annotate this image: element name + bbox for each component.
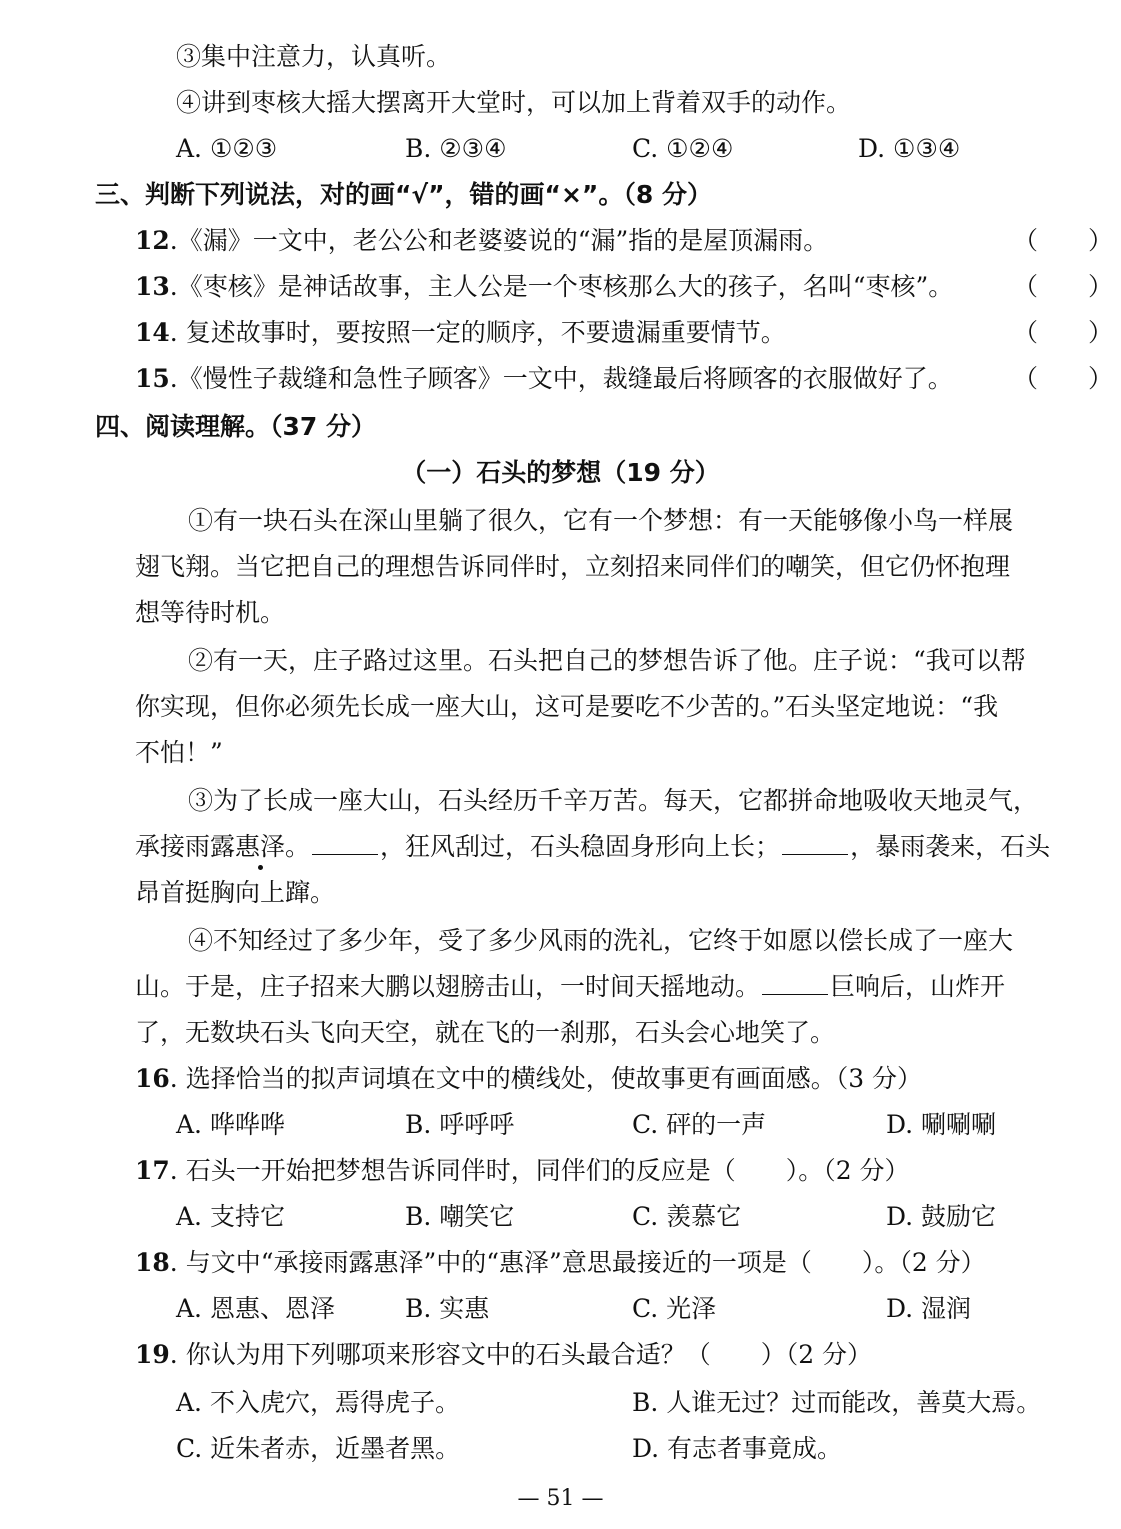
page-number: — 51 — (517, 1486, 604, 1511)
section-3-heading: 三、判断下列说法，对的画“√”，错的画“×”。（8 分） (95, 180, 712, 209)
text-segment: 承接雨露 (135, 832, 236, 861)
question-text: .《慢性子裁缝和急性子顾客》一文中，裁缝最后将顾客的衣服做好了。 (169, 364, 953, 393)
text-segment: 。 (285, 832, 311, 861)
q18-option-b[interactable]: B. 实惠 (405, 1294, 490, 1323)
paragraph-1-line-1: ①有一块石头在深山里躺了很久，它有一个梦想：有一天能够像小鸟一样展 (188, 506, 1014, 535)
paragraph-4-line-1: ④不知经过了多少年，受了多少风雨的洗礼，它终于如愿以偿长成了一座大 (188, 926, 1014, 955)
q17-option-b[interactable]: B. 嘲笑它 (405, 1202, 515, 1231)
question-number: 12 (135, 226, 170, 255)
question-number: 13 (135, 272, 170, 301)
paragraph-1-line-2: 翅飞翔。当它把自己的理想告诉同伴时，立刻招来同伴们的嘲笑，但它仍怀抱理 (135, 552, 1011, 581)
question-text: .《漏》一文中，老公公和老婆婆说的“漏”指的是屋顶漏雨。 (169, 226, 829, 255)
question-number: 16 (135, 1064, 170, 1093)
paragraph-2-line-1: ②有一天，庄子路过这里。石头把自己的梦想告诉了他。庄子说：“我可以帮 (188, 646, 1026, 675)
question-text: . 复述故事时，要按照一定的顺序，不要遗漏重要情节。 (169, 318, 786, 347)
q19-option-a[interactable]: A. 不入虎穴，焉得虎子。 (176, 1388, 460, 1417)
fill-blank-1[interactable] (312, 832, 378, 855)
question-number: 17 (135, 1156, 170, 1185)
paragraph-4-line-2 (135, 970, 1005, 1004)
question-14 (135, 316, 786, 350)
answer-paren-15[interactable]: （ ） (1013, 364, 1114, 393)
q17-option-d[interactable]: D. 鼓励它 (886, 1202, 997, 1231)
question-number: 15 (135, 364, 170, 393)
question-number: 19 (135, 1340, 170, 1369)
fill-blank-3[interactable] (762, 972, 828, 995)
answer-paren-14[interactable]: （ ） (1013, 318, 1114, 347)
question-text: . 石头一开始把梦想告诉同伴时，同伴们的反应是（ ）。（2 分） (169, 1156, 910, 1185)
paragraph-2-line-2: 你实现，但你必须先长成一座大山，这可是要吃不少苦的。”石头坚定地说：“我 (135, 692, 999, 721)
paragraph-3-line-1: ③为了长成一座大山，石头经历千辛万苦。每天，它都拼命地吸收天地灵气， (188, 786, 1039, 815)
q18-option-c[interactable]: C. 光泽 (632, 1294, 717, 1323)
question-text: . 与文中“承接雨露惠泽”中的“惠泽”意思最接近的一项是（ ）。（2 分） (169, 1248, 986, 1277)
question-19 (135, 1338, 872, 1372)
item-3-text: ③集中注意力，认真听。 (176, 42, 452, 71)
paragraph-2-line-3: 不怕！” (135, 738, 223, 767)
text-segment: 巨响后，山炸开 (830, 972, 1006, 1001)
question-text: .《枣核》是神话故事，主人公是一个枣核那么大的孩子，名叫“枣核”。 (169, 272, 954, 301)
question-17 (135, 1154, 910, 1188)
q16-option-a[interactable]: A. 哗哗哗 (176, 1110, 285, 1139)
q17-option-c[interactable]: C. 羡慕它 (632, 1202, 742, 1231)
text-segment: ，狂风刮过，石头稳固身形向上长； (380, 832, 781, 861)
q16-option-d[interactable]: D. 唰唰唰 (886, 1110, 997, 1139)
paragraph-1-line-3: 想等待时机。 (135, 598, 286, 627)
q17-option-a[interactable]: A. 支持它 (176, 1202, 285, 1231)
q19-option-b[interactable]: B. 人谁无过？过而能改，善莫大焉。 (632, 1388, 1042, 1417)
question-15 (135, 362, 953, 396)
option-d: D. ①③④ (858, 134, 961, 163)
question-16 (135, 1062, 922, 1096)
paragraph-3-line-2 (135, 830, 1050, 864)
q19-option-c[interactable]: C. 近朱者赤，近墨者黑。 (176, 1434, 461, 1463)
passage-title: （一）石头的梦想（19 分） (401, 458, 720, 487)
q16-option-b[interactable]: B. 呼呼呼 (405, 1110, 515, 1139)
answer-paren-13[interactable]: （ ） (1013, 272, 1114, 301)
section-4-heading: 四、阅读理解。（37 分） (95, 412, 376, 441)
question-number: 14 (135, 318, 170, 347)
question-number: 18 (135, 1248, 170, 1277)
item-4-text: ④讲到枣核大摇大摆离开大堂时，可以加上背着双手的动作。 (176, 88, 852, 117)
option-b: B. ②③④ (405, 134, 507, 163)
question-13 (135, 270, 953, 304)
paragraph-3-line-3: 昂首挺胸向上蹿。 (135, 878, 336, 907)
text-segment: 山。于是，庄子招来大鹏以翅膀击山，一时间天摇地动。 (135, 972, 761, 1001)
q18-option-d[interactable]: D. 湿润 (886, 1294, 972, 1323)
question-18 (135, 1246, 986, 1280)
q16-option-c[interactable]: C. 砰的一声 (632, 1110, 767, 1139)
fill-blank-2[interactable] (782, 832, 848, 855)
question-text: . 你认为用下列哪项来形容文中的石头最合适？（ ）（2 分） (169, 1340, 873, 1369)
text-segment: ，暴雨袭来，石头 (850, 832, 1051, 861)
q18-option-a[interactable]: A. 恩惠、恩泽 (176, 1294, 335, 1323)
question-text: . 选择恰当的拟声词填在文中的横线处，使故事更有画面感。（3 分） (169, 1064, 923, 1093)
paragraph-4-line-3: 了，无数块石头飞向天空，就在飞的一刹那，石头会心地笑了。 (135, 1018, 836, 1047)
option-c: C. ①②④ (632, 134, 734, 163)
answer-paren-12[interactable]: （ ） (1013, 226, 1114, 255)
option-a: A. ①②③ (176, 134, 278, 163)
question-12 (135, 224, 828, 258)
q19-option-d[interactable]: D. 有志者事竟成。 (632, 1434, 843, 1463)
emphasis-dotted-text: 惠泽 (235, 832, 286, 861)
